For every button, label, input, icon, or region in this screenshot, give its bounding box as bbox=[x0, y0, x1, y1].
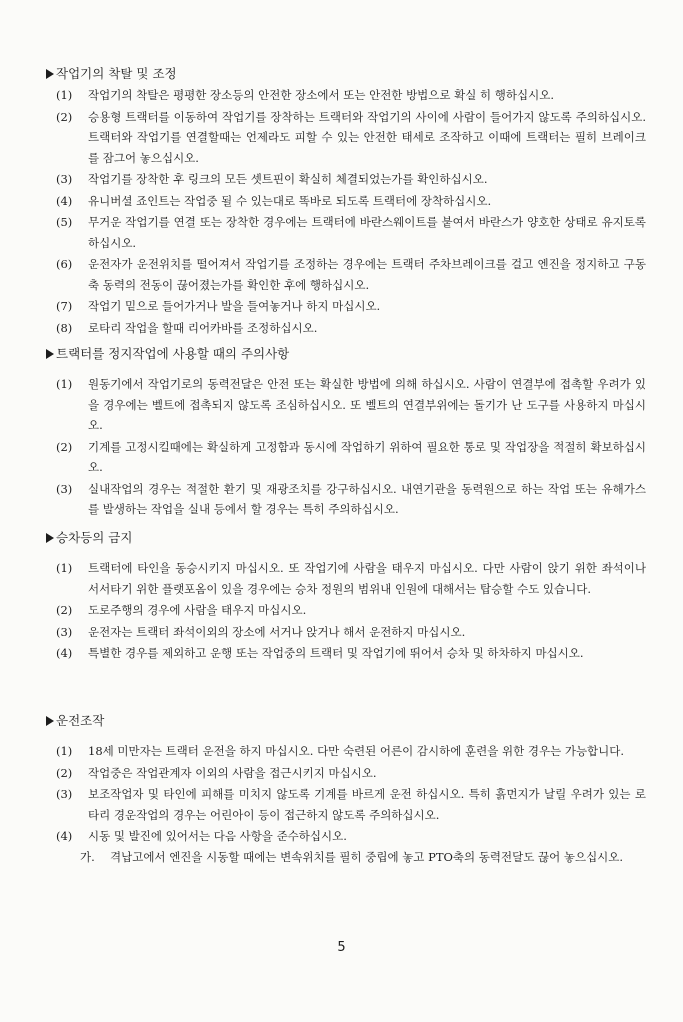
list-item: (1) 18세 미만자는 트랙터 운전을 하지 마십시오. 다만 숙련된 어른이 감시하에 훈련을 위한 경우는 가능합니다. bbox=[56, 744, 625, 758]
triangle-bullet-icon bbox=[46, 716, 54, 726]
section-riding-prohibition bbox=[46, 528, 646, 664]
triangle-bullet-icon bbox=[46, 533, 54, 543]
list-item: (3) 작업기를 장착한 후 링크의 모든 셋트핀이 확실히 체결되었는가를 확인하십시오. bbox=[56, 172, 488, 186]
list-item: (2) 작업중은 작업관계자 이외의 사람을 접근시키지 마십시오. bbox=[56, 765, 377, 780]
section-heading: 트랙터를 정지작업에 사용할 때의 주의사항 bbox=[46, 344, 646, 364]
triangle-bullet-icon bbox=[46, 349, 54, 359]
section-heading: 운전조작 bbox=[46, 711, 646, 731]
list-item: (8) 로타리 작업을 할때 리어카바를 조정하십시오. bbox=[56, 320, 318, 335]
section-operation bbox=[46, 711, 646, 867]
list-item: (4) 특별한 경우를 제외하고 운행 또는 작업중의 트랙터 및 작업기에 뛰어서 승차 및 하차하지 마십시오. bbox=[56, 646, 584, 660]
section-heading: 작업기의 착탈 및 조정 bbox=[46, 64, 646, 84]
list-item: (3) 실내작업의 경우는 적절한 환기 및 재광조치를 강구하십시오. 내연기관을 동력원으로 하는 작업 또는 유해가스를 발생하는 작업을 실내 등에서 할 경우는 특히 주의하십시오. bbox=[56, 481, 646, 516]
sub-list-item: 가. 격납고에서 엔진을 시동할 때에는 변속위치를 필히 중립에 놓고 PTO축의 동력전달도 끊어 놓으십시오. bbox=[80, 849, 624, 864]
section-attachment bbox=[46, 64, 646, 338]
list-item: (2) 승용형 트랙터를 이동하여 작업기를 장착하는 트랙터와 작업기의 사이에 사람이 들어가지 않도록 주의하십시오. 트랙터와 작업기를 연결할때는 언제라도 피할 수 있는 안전한 태세로 조작하고 이때에 트랙터는 필히 브레이크를 잠그어 놓으십시오. bbox=[56, 109, 646, 165]
list-item: (2) 도로주행의 경우에 사람을 태우지 마십시오. bbox=[56, 603, 307, 617]
list-item: (2) 기계를 고정시킬때에는 확실하게 고정함과 동시에 작업하기 위하여 필요한 통로 및 작업장을 적절히 확보하십시오. bbox=[56, 439, 646, 474]
triangle-bullet-icon bbox=[46, 69, 54, 79]
page-number: 5 bbox=[337, 940, 346, 955]
list-item: (3) 보조작업자 및 타인에 피해를 미치지 않도록 기계를 바르게 운전 하십시오. 특히 흙먼지가 날릴 우려가 있는 로타리 경운작업의 경우는 어린아이 등이 접근하지 않도록 주의하십시오. bbox=[56, 787, 646, 822]
list-item: (3) 운전자는 트랙터 좌석이외의 장소에 서거나 앉거나 해서 운전하지 마십시오. bbox=[56, 624, 466, 639]
section-stationary-work bbox=[46, 344, 646, 520]
list-item: (1) 작업기의 착탈은 평평한 장소등의 안전한 장소에서 또는 안전한 방법으로 확실 히 행하십시오. bbox=[56, 88, 555, 102]
list-item: (4) 시동 및 발진에 있어서는 다음 사항을 준수하십시오. bbox=[56, 829, 347, 843]
section-heading: 승차등의 금지 bbox=[46, 528, 646, 548]
list-item: (7) 작업기 밑으로 들어가거나 발을 들여놓거나 하지 마십시오. bbox=[56, 299, 381, 313]
list-item: (5) 무거운 작업기를 연결 또는 장착한 경우에는 트랙터에 바란스웨이트를 붙여서 바란스가 양호한 상태로 유지토록 하십시오. bbox=[56, 215, 646, 250]
list-item: (1) 원동기에서 작업기로의 동력전달은 안전 또는 확실한 방법에 의해 하십시오. 사람이 연결부에 접촉할 우려가 있을 경우에는 벨트에 접촉되지 않도록 조심하십시오. 또 벨트의 연결부위에는 돌기가 난 도구를 사용하지 마십시오. bbox=[56, 377, 646, 432]
list-item: (1) 트랙터에 타인을 동승시키지 마십시오. 또 작업기에 사람을 태우지 마십시오. 다만 사람이 앉기 위한 좌석이나 서서타기 위한 플랫포옴이 있을 경우에는 승차 정원의 범위내 인원에 대해서는 탑승할 수도 있습니다. bbox=[56, 561, 646, 596]
list-item: (6) 운전자가 운전위치를 떨어져서 작업기를 조정하는 경우에는 트랙터 주차브레이크를 걸고 엔진을 정지하고 구동축 동력의 전동이 끊어졌는가를 확인한 후에 행하십시오. bbox=[56, 257, 646, 292]
list-item: (4) 유니버셜 죠인트는 작업중 될 수 있는대로 똑바로 되도록 트랙터에 장착하십시오. bbox=[56, 193, 492, 208]
